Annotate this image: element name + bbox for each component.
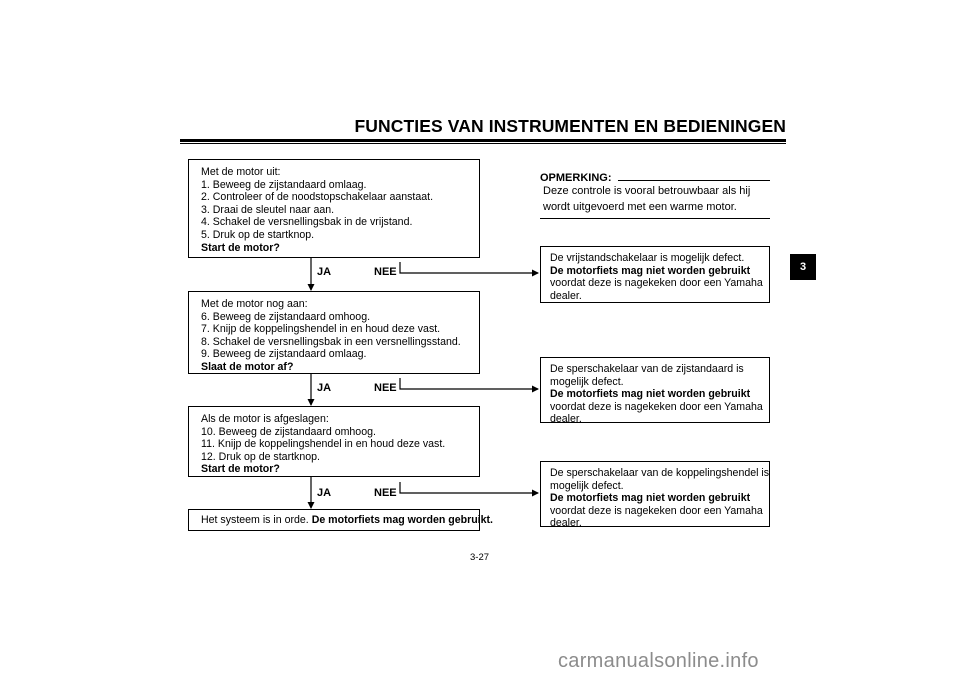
- result-line: De sperschakelaar van de zijstandaard is: [550, 363, 744, 375]
- step2-question: Slaat de motor af?: [201, 360, 294, 373]
- result-line: dealer.: [550, 413, 582, 426]
- step3-line: Als de motor is afgeslagen:: [201, 413, 329, 425]
- result-warning: De motorfiets mag niet worden gebruikt: [550, 264, 751, 277]
- result-warning: De motorfiets mag niet worden gebruikt: [550, 388, 751, 401]
- note-text: Deze controle is vooral betrouwbaar als hij wordt uitgevoerd met een warme motor.: [543, 185, 751, 213]
- step1-line: 1. Beweeg de zijstandaard omlaag.: [201, 178, 367, 191]
- result-warning: De motorfiets mag niet worden gebruikt: [550, 492, 751, 505]
- no-label-1: NEE: [374, 266, 397, 278]
- result-line: voordat deze is nagekeken door een Yamaha: [550, 504, 763, 517]
- final-bold-text: De motorfiets mag worden gebruikt.: [311, 514, 493, 526]
- page-number: 3-27: [470, 552, 490, 563]
- chapter-tab: 3: [790, 254, 816, 280]
- result-box-3: [540, 461, 770, 530]
- no-connector-1: [400, 262, 538, 273]
- final-text: Het systeem is in orde.: [201, 514, 312, 526]
- result-line: dealer.: [550, 289, 582, 302]
- note-heading: OPMERKING:: [540, 172, 612, 184]
- flow-step-1-box: [188, 159, 480, 258]
- step1-question: Start de motor?: [201, 241, 280, 254]
- step3-line: 10. Beweeg de zijstandaard omhoog.: [201, 425, 376, 438]
- flow-step-3-box: [188, 406, 480, 477]
- step1-line: Met de motor uit:: [201, 166, 281, 178]
- step2-line: Met de motor nog aan:: [201, 298, 308, 310]
- result-line: mogelijk defect.: [550, 479, 624, 492]
- flow-step-2-box: [188, 291, 480, 374]
- result-line: voordat deze is nagekeken door een Yamaha: [550, 277, 763, 290]
- step3-line: 11. Knijp de koppelingshendel in en houd deze vast.: [201, 438, 446, 451]
- yes-label-1: JA: [317, 266, 332, 278]
- result-line: dealer.: [550, 517, 582, 530]
- step1-line: 5. Druk op de startknop.: [201, 228, 315, 241]
- yes-label-2: JA: [317, 382, 332, 394]
- result-line: mogelijk defect.: [550, 375, 624, 388]
- step2-line: 8. Schakel de versnellingsbak in een versnellingsstand.: [201, 335, 461, 348]
- result-box-1: [540, 246, 770, 303]
- step1-line: 2. Controleer of de noodstopschakelaar aanstaat.: [201, 191, 434, 204]
- page-title: FUNCTIES VAN INSTRUMENTEN EN BEDIENINGEN: [354, 116, 786, 136]
- step2-line: 7. Knijp de koppelingshendel in en houd deze vast.: [201, 323, 441, 336]
- watermark: carmanualsonline.info: [558, 650, 759, 672]
- no-label-3: NEE: [374, 487, 397, 499]
- note-rule-top: [618, 180, 770, 181]
- no-label-2: NEE: [374, 382, 397, 394]
- step2-line: 9. Beweeg de zijstandaard omlaag.: [201, 348, 367, 361]
- step1-line: 3. Draai de sleutel naar aan.: [201, 203, 335, 216]
- result-line: voordat deze is nagekeken door een Yamaha: [550, 400, 763, 413]
- step3-question: Start de motor?: [201, 463, 280, 476]
- step3-line: 12. Druk op de startknop.: [201, 450, 320, 463]
- no-connector-3: [400, 482, 538, 493]
- yes-label-3: JA: [317, 487, 332, 499]
- result-line: De sperschakelaar van de koppelingshendel is: [550, 467, 770, 479]
- result-line: De vrijstandschakelaar is mogelijk defect.: [550, 252, 745, 264]
- result-box-2: [540, 357, 770, 426]
- step2-line: 6. Beweeg de zijstandaard omhoog.: [201, 310, 371, 323]
- note-rule-bottom: [540, 218, 770, 219]
- step1-line: 4. Schakel de versnellingsbak in de vrijstand.: [201, 216, 413, 229]
- flow-final-box: [188, 509, 493, 531]
- no-connector-2: [400, 378, 538, 389]
